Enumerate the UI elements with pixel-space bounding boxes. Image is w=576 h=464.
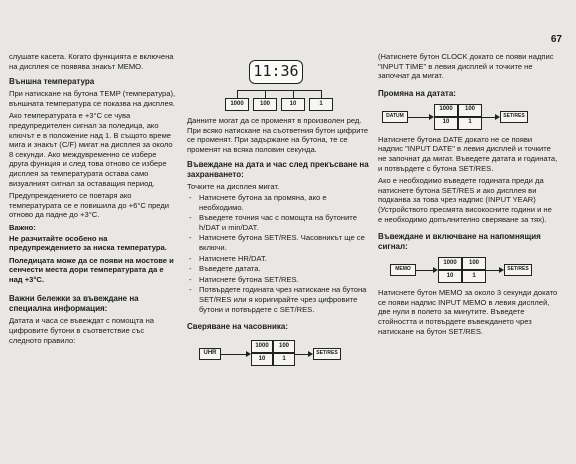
memo-button: MEMO bbox=[390, 264, 416, 276]
digit-button-100: 100 bbox=[458, 104, 482, 117]
list-item: - Натиснете бутона SET/RES. bbox=[187, 275, 369, 285]
digit-button-10: 10 bbox=[281, 98, 305, 111]
paragraph: Данните могат да се променят в произволен ред. При всяко натискане на съответния бутон цифрите се променят. При задържане на бутона, те се променят на всяка половин секунда. bbox=[187, 116, 369, 154]
digit-button-1: 1 bbox=[273, 353, 295, 366]
heading-clock-setting: Сверяване на часовника: bbox=[187, 322, 288, 332]
column-middle bbox=[187, 50, 369, 372]
datum-button: DATUM bbox=[382, 111, 408, 123]
page-number: 67 bbox=[550, 34, 562, 45]
paragraph: Натиснете бутон MEMO за около 3 секунди докато се появи надпис INPUT MEMO в левия дисплей, две нули в полето за минутите. Въведете стойността и потвърдете въвеждането чрез натискане на бутон SET/RES. bbox=[378, 288, 558, 336]
heading-outside-temperature: Външна температура bbox=[9, 77, 95, 87]
display-button-diagram bbox=[187, 50, 369, 116]
heading-date-change: Промяна на датата: bbox=[378, 88, 456, 98]
warning-text: Не разчитайте особено на предупреждението за ниска температура. bbox=[9, 233, 167, 253]
important-label: Важно: bbox=[9, 222, 36, 232]
digit-button-1000: 1000 bbox=[438, 257, 462, 270]
paragraph: Ако е необходимо въведете годината преди да натиснете бутона SET/RES и ако дисплея ви подканва за това чрез надпис (INPUT YEAR) (Устройството пресмята високосните години и не е необходимо допълнително сверяване за тях). bbox=[378, 176, 552, 224]
digit-button-10: 10 bbox=[251, 353, 273, 366]
lcd-display: 11:36 bbox=[249, 60, 303, 84]
digit-button-1: 1 bbox=[462, 270, 486, 283]
list-item: - Въведете точния час с помощта на бутоните h/DAT и min/DAT. bbox=[187, 213, 369, 232]
heading-memo: Въвеждане и включване на напомнящия сигнал: bbox=[378, 232, 541, 252]
paragraph: (Натиснете бутон CLOCK докато се появи надпис "INPUT TIME" в левия дисплей и точките не започнат да мигат. bbox=[378, 52, 554, 81]
paragraph: Точките на дисплея мигат. bbox=[187, 182, 280, 192]
clock-set-diagram bbox=[187, 338, 369, 372]
digit-button-100: 100 bbox=[462, 257, 486, 270]
warning-text: Поледицата може да се появи на мостове и сенчести места дори температурата да е над +3°С. bbox=[9, 255, 174, 284]
digit-button-100: 100 bbox=[253, 98, 277, 111]
digit-button-10: 10 bbox=[438, 270, 462, 283]
paragraph: Натиснете бутона DATE докато не се появи надпис "INPUT DATE" в левия дисплей и точките не започнат да мигат. Въведете датата и годината, и потвърдете с бутона SET/RES. bbox=[378, 134, 558, 173]
heading-date-time-entry: Въвеждане на дата и час след прекъсване на захранването: bbox=[187, 160, 369, 180]
digit-button-1: 1 bbox=[458, 117, 482, 130]
digit-button-1000: 1000 bbox=[225, 98, 249, 111]
digit-button-10: 10 bbox=[434, 117, 458, 130]
list-item: - Натиснете бутона SET/RES. Часовникът ще се включи. bbox=[187, 233, 369, 252]
date-set-diagram bbox=[378, 103, 558, 135]
list-item: - Въведете датата. bbox=[187, 264, 369, 274]
digit-button-1: 1 bbox=[309, 98, 333, 111]
uhr-button: UHR bbox=[199, 348, 221, 360]
paragraph: Ако температурата е +3°С се чува предупредителен сигнал за поледица, ако ключът е в положение над 1. В същото време мига и знакът (С/F) мигат на дисплея за около 8 секунди. Ако междувременно се избере друга функция и след това отново се избере дисплея за температурата остава само визуалният сигнал за оставащия период. bbox=[9, 111, 173, 188]
set-res-button: SET/RES bbox=[500, 111, 528, 123]
paragraph: слушате касета. Когато функцията е включена на дисплея се появява знакът MEMO. bbox=[9, 52, 174, 71]
column-left bbox=[9, 52, 177, 348]
list-item: - Натиснете HR/DAT. bbox=[187, 254, 369, 264]
paragraph: Датата и часа се въвеждат с помощта на цифровите бутони в съответствие със следното правило: bbox=[9, 316, 155, 345]
digit-button-100: 100 bbox=[273, 340, 295, 353]
set-res-button: SET/RES bbox=[313, 348, 341, 360]
list-item: - Натиснете бутона за промяна, ако е необходимо. bbox=[187, 193, 369, 212]
heading-important-notes: Важни бележки за въвеждане на специална информация: bbox=[9, 294, 139, 314]
memo-set-diagram bbox=[378, 256, 558, 288]
column-right bbox=[378, 52, 558, 339]
steps-list bbox=[187, 193, 369, 314]
paragraph: Предупреждението се повтаря ако температурата се е повишила до +6°С преди отново да падне до +3°С. bbox=[9, 191, 170, 220]
list-item: - Потвърдете годината чрез натискане на бутона SET/RES или я коригирайте чрез цифровите бутони и потвърдете с SET/RES. bbox=[187, 285, 369, 314]
set-res-button: SET/RES bbox=[504, 264, 532, 276]
paragraph: При натискане на бутона TEMP (температура), външната температура се показва на дисплея. bbox=[9, 89, 176, 108]
digit-button-1000: 1000 bbox=[251, 340, 273, 353]
digit-button-1000: 1000 bbox=[434, 104, 458, 117]
